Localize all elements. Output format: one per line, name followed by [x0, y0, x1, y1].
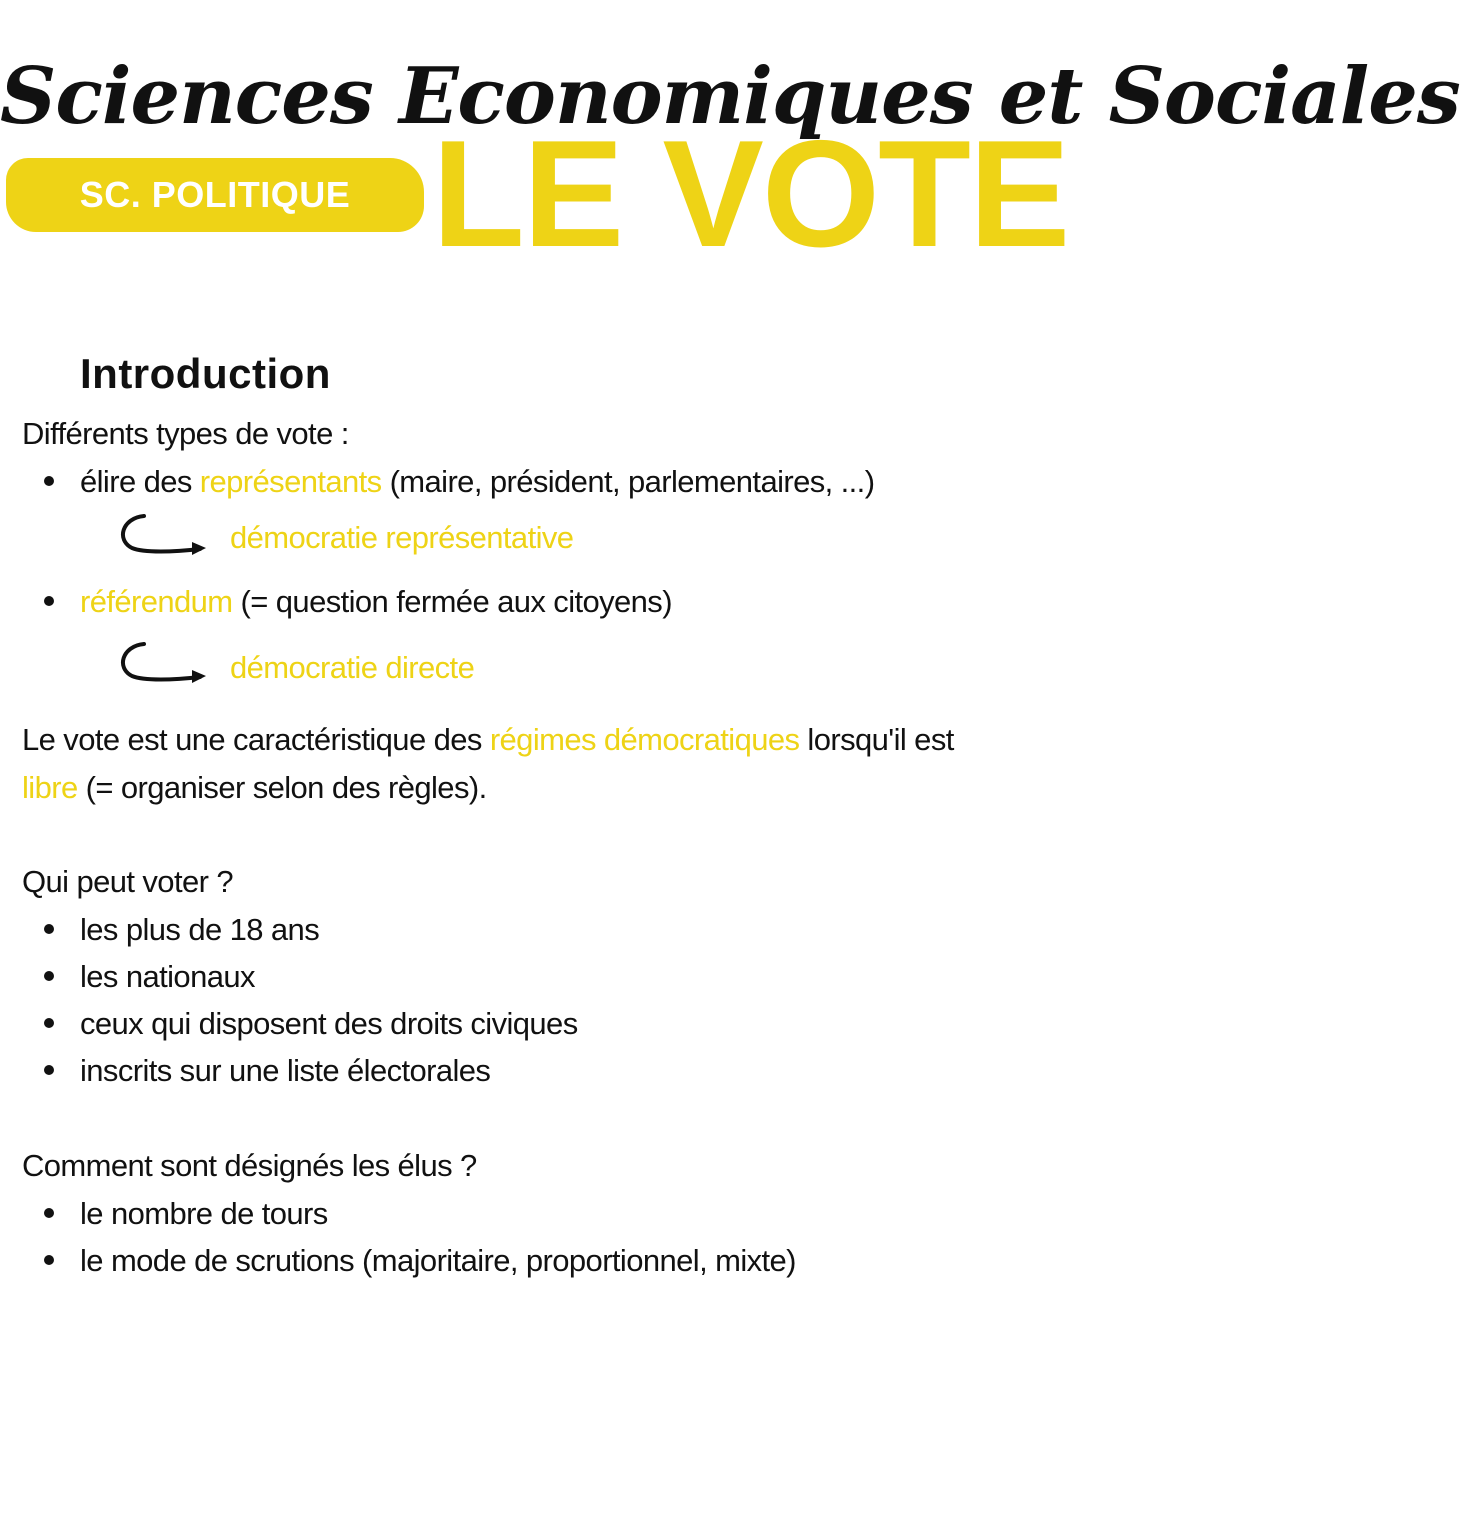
how-question: Comment sont désignés les élus ? [22, 1148, 477, 1183]
who-question: Qui peut voter ? [22, 864, 233, 899]
highlight-term: référendum [80, 584, 233, 619]
list-item: inscrits sur une liste électorales [44, 1053, 490, 1089]
bullet-dot [44, 924, 54, 934]
highlight-term: libre [22, 770, 78, 805]
bullet-dot [44, 476, 54, 486]
arrow-result-text: démocratie représentative [230, 520, 574, 555]
bullet-dot [44, 1208, 54, 1218]
section-heading-introduction: Introduction [80, 350, 331, 397]
bullet-dot [44, 971, 54, 981]
topic-title: LE VOTE [432, 109, 1069, 279]
arrow-result-text: démocratie directe [230, 650, 475, 685]
bullet-dot [44, 1255, 54, 1265]
list-item: les plus de 18 ans [44, 912, 319, 948]
paragraph-line-2: libre (= organiser selon des règles). [22, 770, 487, 805]
highlight-term: régimes démocratiques [489, 722, 800, 757]
curved-arrow-icon [114, 640, 210, 690]
list-item: ceux qui disposent des droits civiques [44, 1006, 578, 1042]
paragraph-line-1: Le vote est une caractéristique des régimes démocratiques lorsqu'il est [22, 722, 954, 757]
list-item: élire des représentants (maire, président, parlementaires, ...) [44, 464, 874, 500]
subject-title: Sciences Economiques et Sociales [0, 51, 1460, 142]
category-badge: SC. POLITIQUE [6, 158, 424, 232]
highlight-term: représentants [199, 464, 382, 499]
bullet-dot [44, 1065, 54, 1075]
bullet-dot [44, 1018, 54, 1028]
list-item: le mode de scrutions (majoritaire, proportionnel, mixte) [44, 1243, 796, 1279]
list-item: référendum (= question fermée aux citoyens) [44, 584, 672, 620]
bullet-dot [44, 596, 54, 606]
list-item: les nationaux [44, 959, 255, 995]
list-item: le nombre de tours [44, 1196, 328, 1232]
curved-arrow-icon [114, 512, 210, 562]
types-label: Différents types de vote : [22, 416, 349, 451]
